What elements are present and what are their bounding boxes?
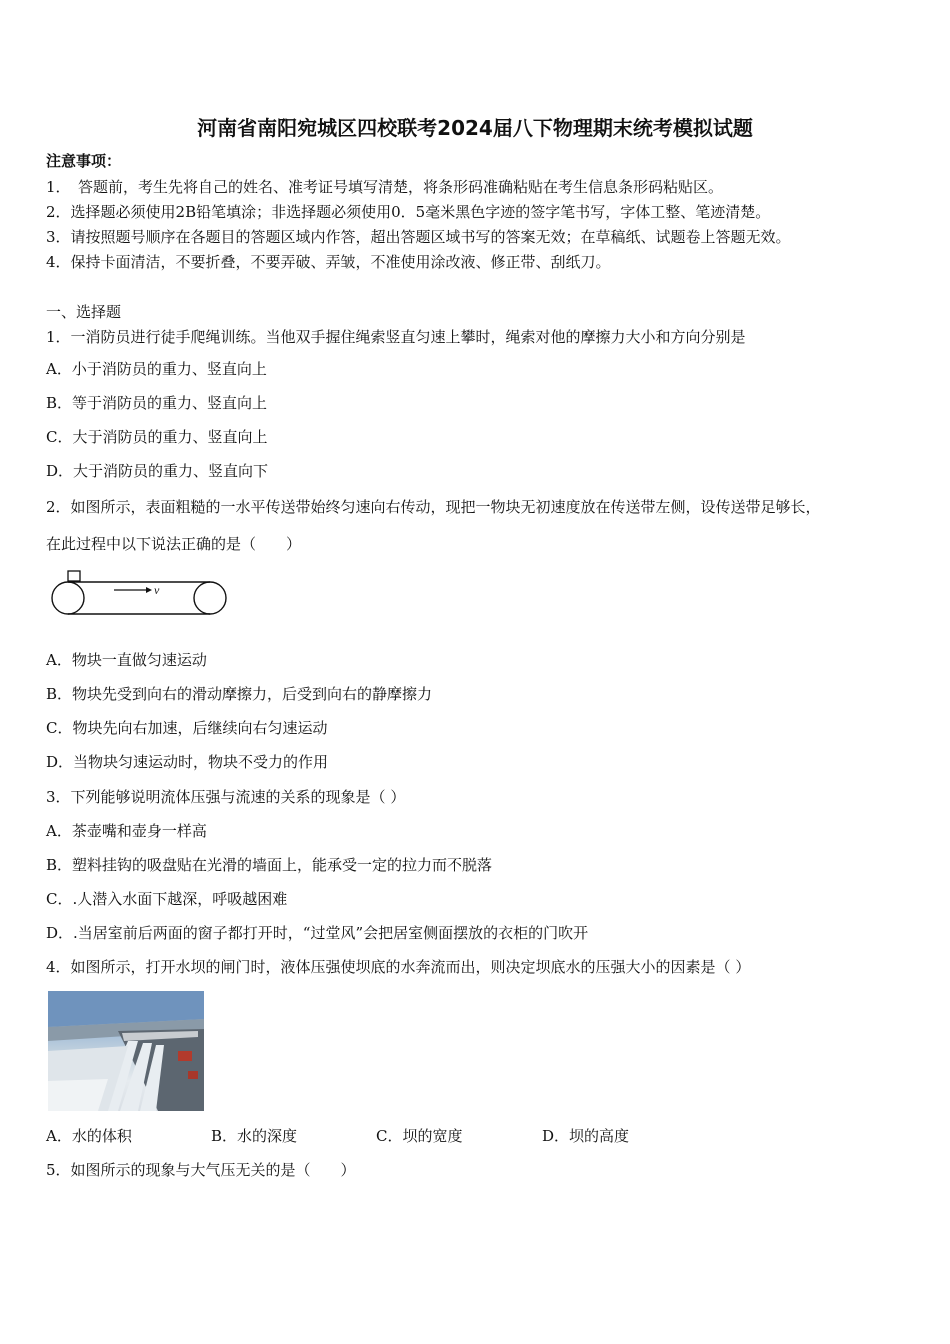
question-3-option-c: C．.人潜入水面下越深，呼吸越困难: [46, 890, 288, 908]
left-roller: [52, 582, 84, 614]
question-4-option-c: C．坝的宽度: [376, 1127, 463, 1145]
question-3-option-d: D．.当居室前后两面的窗子都打开时，“过堂风”会把居室侧面摆放的衣柜的门吹开: [46, 924, 589, 942]
conveyor-belt-figure: [46, 568, 232, 618]
notice-item-1: 1． 答题前，考生先将自己的姓名、准考证号填写清楚，将条形码准确粘贴在考生信息条形码粘贴区。: [46, 178, 724, 196]
question-3-option-b: B．塑料挂钩的吸盘贴在光滑的墙面上，能承受一定的拉力而不脱落: [46, 856, 493, 874]
question-4-option-a: A．水的体积: [46, 1127, 132, 1145]
question-2-option-c: C．物块先向右加速，后继续向右匀速运动: [46, 719, 328, 737]
question-2-option-d: D．当物块匀速运动时，物块不受力的作用: [46, 753, 329, 771]
question-4-options: [46, 1126, 629, 1146]
block-shape: [68, 571, 80, 581]
question-1-option-d: D．大于消防员的重力、竖直向下: [46, 462, 269, 480]
question-3-option-a: A．茶壶嘴和壶身一样高: [46, 822, 207, 840]
right-roller: [194, 582, 226, 614]
velocity-label: v: [154, 583, 160, 597]
question-4-option-d: D．坝的高度: [542, 1127, 630, 1145]
question-3-stem: 3．下列能够说明流体压强与流速的关系的现象是（ ）: [46, 788, 406, 806]
notice-item-3: 3．请按照题号顺序在各题目的答题区域内作答，超出答题区域书写的答案无效；在草稿纸、试题卷上答题无效。: [46, 228, 791, 246]
section-heading: 一、选择题: [46, 303, 122, 321]
dam-photo: [48, 991, 204, 1111]
question-2-option-a: A．物块一直做匀速运动: [46, 651, 207, 669]
question-4-stem: 4．如图所示，打开水坝的闸门时，液体压强使坝底的水奔流而出，则决定坝底水的压强大小的因素是（ ）: [46, 958, 751, 976]
question-1-option-c: C．大于消防员的重力、竖直向上: [46, 428, 268, 446]
question-5-stem: 5．如图所示的现象与大气压无关的是（ ）: [46, 1161, 356, 1179]
question-2-stem-line1: 2．如图所示，表面粗糙的一水平传送带始终匀速向右传动，现把一物块无初速度放在传送带左侧，设传送带足够长，: [46, 498, 821, 516]
question-1-option-b: B．等于消防员的重力、竖直向上: [46, 394, 268, 412]
question-4-option-b: B．水的深度: [211, 1127, 298, 1145]
notice-item-4: 4．保持卡面清洁，不要折叠，不要弄破、弄皱，不准使用涂改液、修正带、刮纸刀。: [46, 253, 611, 271]
velocity-arrowhead: [146, 587, 152, 593]
question-2-option-b: B．物块先受到向右的滑动摩擦力，后受到向右的静摩擦力: [46, 685, 433, 703]
question-1-option-a: A．小于消防员的重力、竖直向上: [46, 360, 267, 378]
notice-item-2: 2．选择题必须使用2B铅笔填涂；非选择题必须使用0．5毫米黑色字迹的签字笔书写，字体工整、笔迹清楚。: [46, 203, 771, 221]
question-1-stem: 1．一消防员进行徒手爬绳训练。当他双手握住绳索竖直匀速上攀时，绳索对他的摩擦力大小和方向分别是: [46, 328, 746, 346]
question-2-stem-line2: 在此过程中以下说法正确的是（ ）: [46, 535, 302, 553]
page-title: 河南省南阳宛城区四校联考2024届八下物理期末统考模拟试题: [197, 116, 753, 140]
notice-heading: 注意事项：: [46, 152, 122, 170]
